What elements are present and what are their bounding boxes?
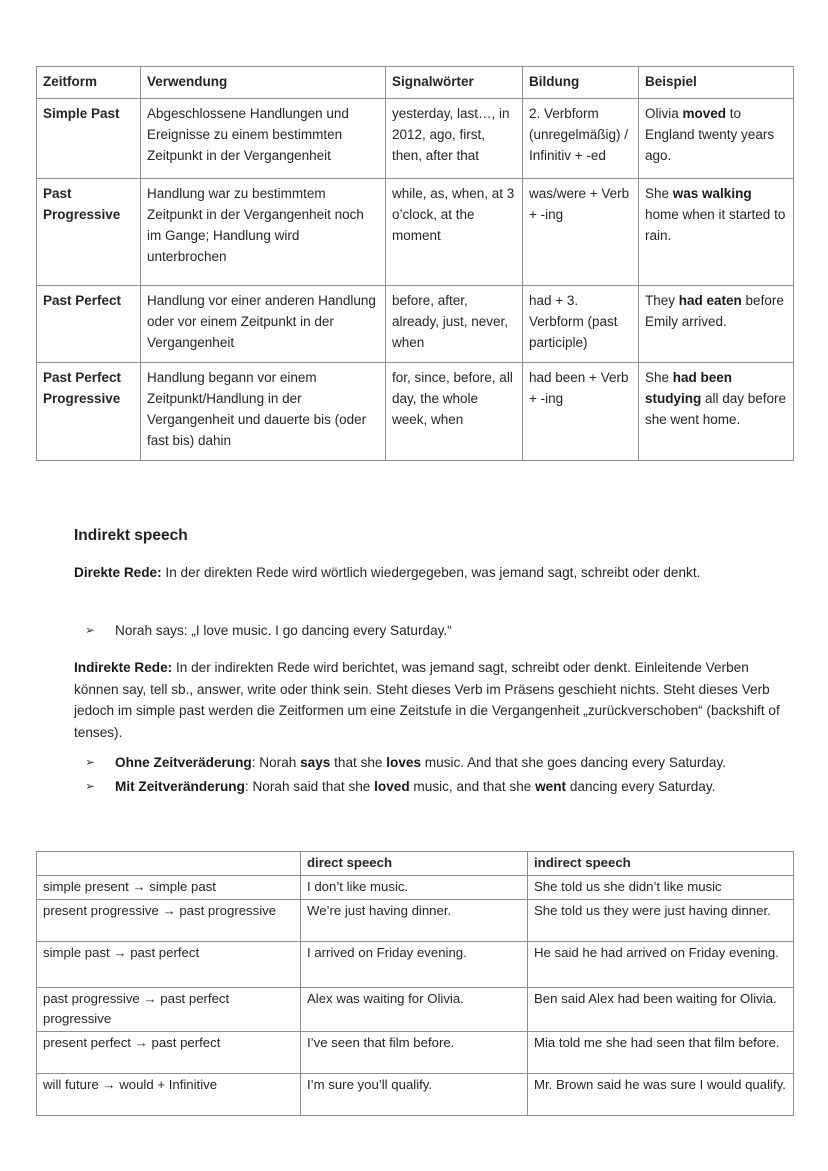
column-header-empty bbox=[37, 852, 301, 876]
direct-speech-example-list bbox=[74, 620, 794, 644]
column-header-indirect-speech: indirect speech bbox=[528, 852, 794, 876]
arrow-bullet-icon: ➢ bbox=[85, 778, 96, 793]
column-header-verwendung: Verwendung bbox=[141, 67, 386, 99]
cell-example: She was walking home when it started to rain. bbox=[639, 179, 794, 286]
cell-signal-words: while, as, when, at 3 o’clock, at the moment bbox=[386, 179, 523, 286]
cell-usage: Abgeschlossene Handlungen und Ereignisse zu einem bestimmten Zeitpunkt in der Vergangenheit bbox=[141, 99, 386, 179]
indirect-speech-paragraph: Indirekte Rede: In der indirekten Rede wird berichtet, was jemand sagt, schreibt oder denkt. Einleitende Verben können say, tell sb., answer, write oder think sein. Steht dieses Verb im Präsens geschieht nichts. Steht dieses Verb jedoch im simple past werden die Zeitformen um eine Zeitstufe in die Vergangenheit „zurückverschoben“ (backshift of tenses). bbox=[74, 660, 780, 740]
cell-tense-name: Past Progressive bbox=[37, 179, 141, 286]
section-heading: Indirekt speech bbox=[74, 527, 188, 544]
cell-direct-speech: Alex was waiting for Olivia. bbox=[301, 988, 528, 1032]
example-sentence: Norah says: „I love music. I go dancing every Saturday.“ bbox=[115, 623, 452, 638]
cell-tense-name: Simple Past bbox=[37, 99, 141, 179]
cell-usage: Handlung begann vor einem Zeitpunkt/Handlung in der Vergangenheit und dauerte bis (oder fast bis) dahin bbox=[141, 363, 386, 461]
cell-direct-speech: I’ve seen that film before. bbox=[301, 1032, 528, 1074]
table-row-simple-past bbox=[37, 99, 794, 179]
cell-direct-speech: I’m sure you’ll qualify. bbox=[301, 1074, 528, 1116]
cell-tense-shift: will future → would + Infinitive bbox=[37, 1074, 301, 1116]
arrow-bullet-icon: ➢ bbox=[85, 623, 96, 637]
column-header-direct-speech: direct speech bbox=[301, 852, 528, 876]
table-row bbox=[37, 1032, 794, 1074]
column-header-bildung: Bildung bbox=[523, 67, 639, 99]
column-header-zeitform: Zeitform bbox=[37, 67, 141, 99]
list-item-ohne-zeitveraenderung bbox=[74, 752, 794, 774]
tense-table bbox=[36, 66, 794, 461]
cell-direct-speech: I don’t like music. bbox=[301, 876, 528, 900]
tense-table-header-row bbox=[37, 67, 794, 99]
cell-tense-shift: present perfect → past perfect bbox=[37, 1032, 301, 1074]
backshift-example-list bbox=[74, 752, 794, 799]
cell-tense-shift: past progressive → past perfect progressive bbox=[37, 988, 301, 1032]
list-item bbox=[74, 620, 794, 642]
cell-tense-shift: present progressive → past progressive bbox=[37, 900, 301, 942]
cell-formation: was/were + Verb + -ing bbox=[523, 179, 639, 286]
cell-signal-words: for, since, before, all day, the whole week, when bbox=[386, 363, 523, 461]
cell-formation: had + 3. Verbform (past participle) bbox=[523, 286, 639, 363]
cell-direct-speech: I arrived on Friday evening. bbox=[301, 942, 528, 988]
example-sentence: Mit Zeitveränderung: Norah said that she loved music, and that she went dancing every Saturday. bbox=[115, 778, 716, 794]
cell-example: Olivia moved to England twenty years ago. bbox=[639, 99, 794, 179]
cell-indirect-speech: Mr. Brown said he was sure I would qualify. bbox=[528, 1074, 794, 1116]
cell-tense-name: Past Perfect Progressive bbox=[37, 363, 141, 461]
cell-signal-words: before, after, already, just, never, when bbox=[386, 286, 523, 363]
backshift-table bbox=[36, 851, 794, 1116]
table-row bbox=[37, 942, 794, 988]
cell-formation: 2. Verbform (unregelmäßig) / Infinitiv + -ed bbox=[523, 99, 639, 179]
arrow-bullet-icon: ➢ bbox=[85, 755, 96, 769]
table-row bbox=[37, 1074, 794, 1116]
table-row bbox=[37, 876, 794, 900]
cell-indirect-speech: She told us they were just having dinner. bbox=[528, 900, 794, 942]
list-item-mit-zeitveraenderung bbox=[74, 776, 794, 798]
table-row-past-perfect bbox=[37, 286, 794, 363]
cell-usage: Handlung war zu bestimmtem Zeitpunkt in der Vergangenheit noch im Gange; Handlung wird unterbrochen bbox=[141, 179, 386, 286]
cell-tense-shift: simple present → simple past bbox=[37, 876, 301, 900]
column-header-signalwoerter: Signalwörter bbox=[386, 67, 523, 99]
example-sentence: Ohne Zeitveräderung: Norah says that she loves music. And that she goes dancing every Saturday. bbox=[115, 755, 727, 770]
cell-example: She had been studying all day before she went home. bbox=[639, 363, 794, 461]
cell-formation: had been + Verb + -ing bbox=[523, 363, 639, 461]
cell-indirect-speech: She told us she didn’t like music bbox=[528, 876, 794, 900]
table-row bbox=[37, 900, 794, 942]
cell-indirect-speech: He said he had arrived on Friday evening. bbox=[528, 942, 794, 988]
column-header-beispiel: Beispiel bbox=[639, 67, 794, 99]
cell-tense-name: Past Perfect bbox=[37, 286, 141, 363]
table-row bbox=[37, 988, 794, 1032]
backshift-table-header-row bbox=[37, 852, 794, 876]
cell-signal-words: yesterday, last…, in 2012, ago, first, then, after that bbox=[386, 99, 523, 179]
cell-tense-shift: simple past → past perfect bbox=[37, 942, 301, 988]
cell-indirect-speech: Mia told me she had seen that film before. bbox=[528, 1032, 794, 1074]
cell-usage: Handlung vor einer anderen Handlung oder vor einem Zeitpunkt in der Vergangenheit bbox=[141, 286, 386, 363]
direct-speech-paragraph: Direkte Rede: In der direkten Rede wird wörtlich wiedergegeben, was jemand sagt, schreibt oder denkt. bbox=[74, 565, 701, 580]
table-row-past-perfect-progressive bbox=[37, 363, 794, 461]
cell-direct-speech: We’re just having dinner. bbox=[301, 900, 528, 942]
cell-example: They had eaten before Emily arrived. bbox=[639, 286, 794, 363]
cell-indirect-speech: Ben said Alex had been waiting for Olivia. bbox=[528, 988, 794, 1032]
table-row-past-progressive bbox=[37, 179, 794, 286]
